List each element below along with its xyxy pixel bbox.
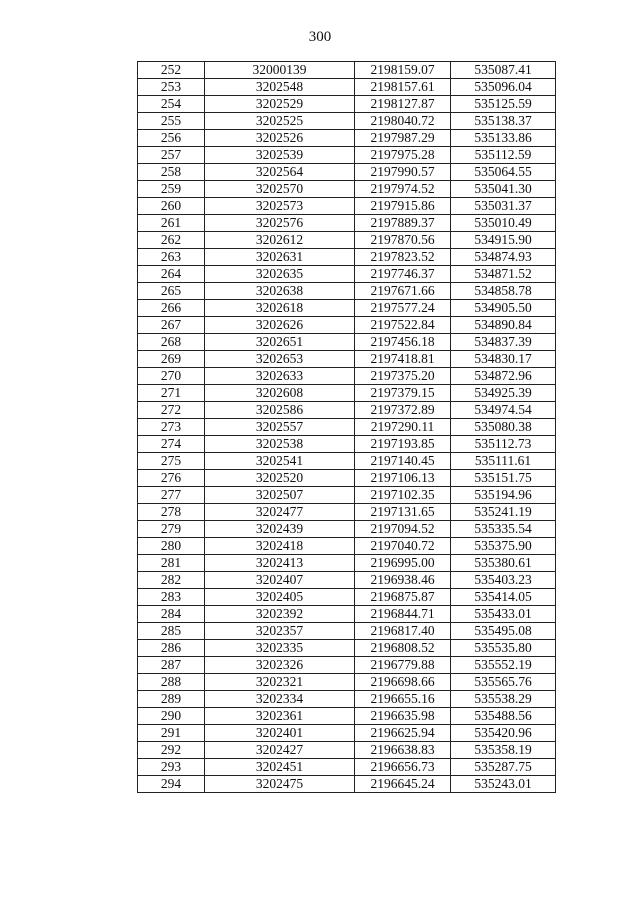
x-coordinate-cell: 2197372.89 (355, 402, 451, 419)
point-id-cell: 3202451 (205, 759, 355, 776)
point-id-cell: 3202612 (205, 232, 355, 249)
point-number-cell: 285 (138, 623, 205, 640)
point-number-cell: 271 (138, 385, 205, 402)
y-coordinate-cell: 535041.30 (451, 181, 556, 198)
x-coordinate-cell: 2197131.65 (355, 504, 451, 521)
point-id-cell: 3202407 (205, 572, 355, 589)
point-id-cell: 3202361 (205, 708, 355, 725)
x-coordinate-cell: 2197456.18 (355, 334, 451, 351)
table-row (138, 691, 556, 708)
point-id-cell: 3202626 (205, 317, 355, 334)
point-number-cell: 266 (138, 300, 205, 317)
point-number-cell: 272 (138, 402, 205, 419)
x-coordinate-cell: 2197870.56 (355, 232, 451, 249)
table-row (138, 351, 556, 368)
y-coordinate-cell: 535087.41 (451, 62, 556, 79)
x-coordinate-cell: 2197193.85 (355, 436, 451, 453)
table-row (138, 215, 556, 232)
point-id-cell: 3202586 (205, 402, 355, 419)
x-coordinate-cell: 2196779.88 (355, 657, 451, 674)
x-coordinate-cell: 2196625.94 (355, 725, 451, 742)
point-number-cell: 270 (138, 368, 205, 385)
table-row (138, 147, 556, 164)
point-id-cell: 3202541 (205, 453, 355, 470)
y-coordinate-cell: 535111.61 (451, 453, 556, 470)
x-coordinate-cell: 2197746.37 (355, 266, 451, 283)
y-coordinate-cell: 535080.38 (451, 419, 556, 436)
x-coordinate-cell: 2196808.52 (355, 640, 451, 657)
table-row (138, 708, 556, 725)
point-id-cell: 3202392 (205, 606, 355, 623)
point-number-cell: 280 (138, 538, 205, 555)
point-number-cell: 257 (138, 147, 205, 164)
table-row (138, 368, 556, 385)
point-id-cell: 3202326 (205, 657, 355, 674)
x-coordinate-cell: 2197379.15 (355, 385, 451, 402)
y-coordinate-cell: 535287.75 (451, 759, 556, 776)
table-row (138, 300, 556, 317)
y-coordinate-cell: 535495.08 (451, 623, 556, 640)
point-id-cell: 3202538 (205, 436, 355, 453)
x-coordinate-cell: 2196635.98 (355, 708, 451, 725)
table-row (138, 113, 556, 130)
point-id-cell: 3202557 (205, 419, 355, 436)
x-coordinate-cell: 2196938.46 (355, 572, 451, 589)
point-number-cell: 276 (138, 470, 205, 487)
point-number-cell: 294 (138, 776, 205, 793)
point-number-cell: 264 (138, 266, 205, 283)
point-id-cell: 3202651 (205, 334, 355, 351)
table-row (138, 487, 556, 504)
table-row (138, 606, 556, 623)
y-coordinate-cell: 534830.17 (451, 351, 556, 368)
table-row (138, 164, 556, 181)
point-id-cell: 3202477 (205, 504, 355, 521)
x-coordinate-cell: 2197040.72 (355, 538, 451, 555)
y-coordinate-cell: 535133.86 (451, 130, 556, 147)
y-coordinate-cell: 534872.96 (451, 368, 556, 385)
x-coordinate-cell: 2197290.11 (355, 419, 451, 436)
table-row (138, 640, 556, 657)
point-id-cell: 3202507 (205, 487, 355, 504)
y-coordinate-cell: 535538.29 (451, 691, 556, 708)
point-number-cell: 269 (138, 351, 205, 368)
point-id-cell: 3202576 (205, 215, 355, 232)
point-id-cell: 32000139 (205, 62, 355, 79)
point-number-cell: 292 (138, 742, 205, 759)
table-row (138, 725, 556, 742)
table-row (138, 504, 556, 521)
table-row (138, 623, 556, 640)
point-number-cell: 291 (138, 725, 205, 742)
point-id-cell: 3202570 (205, 181, 355, 198)
y-coordinate-cell: 535403.23 (451, 572, 556, 589)
point-id-cell: 3202653 (205, 351, 355, 368)
x-coordinate-cell: 2197974.52 (355, 181, 451, 198)
page-number: 300 (308, 29, 332, 45)
x-coordinate-cell: 2197987.29 (355, 130, 451, 147)
point-number-cell: 277 (138, 487, 205, 504)
point-id-cell: 3202633 (205, 368, 355, 385)
point-number-cell: 289 (138, 691, 205, 708)
coordinates-table (137, 61, 556, 793)
point-number-cell: 281 (138, 555, 205, 572)
point-id-cell: 3202335 (205, 640, 355, 657)
point-number-cell: 254 (138, 96, 205, 113)
point-number-cell: 267 (138, 317, 205, 334)
point-number-cell: 265 (138, 283, 205, 300)
point-number-cell: 260 (138, 198, 205, 215)
y-coordinate-cell: 535335.54 (451, 521, 556, 538)
x-coordinate-cell: 2197106.13 (355, 470, 451, 487)
y-coordinate-cell: 535064.55 (451, 164, 556, 181)
table-row (138, 232, 556, 249)
point-number-cell: 288 (138, 674, 205, 691)
x-coordinate-cell: 2198157.61 (355, 79, 451, 96)
point-number-cell: 284 (138, 606, 205, 623)
point-id-cell: 3202525 (205, 113, 355, 130)
point-number-cell: 279 (138, 521, 205, 538)
y-coordinate-cell: 535414.05 (451, 589, 556, 606)
y-coordinate-cell: 534858.78 (451, 283, 556, 300)
x-coordinate-cell: 2196655.16 (355, 691, 451, 708)
table-row (138, 317, 556, 334)
y-coordinate-cell: 535380.61 (451, 555, 556, 572)
point-id-cell: 3202357 (205, 623, 355, 640)
x-coordinate-cell: 2197102.35 (355, 487, 451, 504)
point-id-cell: 3202413 (205, 555, 355, 572)
point-number-cell: 268 (138, 334, 205, 351)
x-coordinate-cell: 2196698.66 (355, 674, 451, 691)
x-coordinate-cell: 2198127.87 (355, 96, 451, 113)
table-row (138, 470, 556, 487)
point-number-cell: 283 (138, 589, 205, 606)
point-id-cell: 3202475 (205, 776, 355, 793)
y-coordinate-cell: 535096.04 (451, 79, 556, 96)
y-coordinate-cell: 535552.19 (451, 657, 556, 674)
y-coordinate-cell: 534874.93 (451, 249, 556, 266)
x-coordinate-cell: 2197577.24 (355, 300, 451, 317)
point-id-cell: 3202631 (205, 249, 355, 266)
x-coordinate-cell: 2196995.00 (355, 555, 451, 572)
table-row (138, 266, 556, 283)
point-number-cell: 290 (138, 708, 205, 725)
point-number-cell: 255 (138, 113, 205, 130)
point-number-cell: 273 (138, 419, 205, 436)
point-id-cell: 3202635 (205, 266, 355, 283)
x-coordinate-cell: 2197990.57 (355, 164, 451, 181)
x-coordinate-cell: 2197823.52 (355, 249, 451, 266)
point-id-cell: 3202401 (205, 725, 355, 742)
table-row (138, 589, 556, 606)
table-row (138, 62, 556, 79)
table-row (138, 385, 556, 402)
point-id-cell: 3202439 (205, 521, 355, 538)
table-row (138, 521, 556, 538)
point-number-cell: 263 (138, 249, 205, 266)
y-coordinate-cell: 534974.54 (451, 402, 556, 419)
point-number-cell: 287 (138, 657, 205, 674)
point-number-cell: 259 (138, 181, 205, 198)
point-id-cell: 3202539 (205, 147, 355, 164)
y-coordinate-cell: 535241.19 (451, 504, 556, 521)
point-number-cell: 261 (138, 215, 205, 232)
y-coordinate-cell: 535375.90 (451, 538, 556, 555)
x-coordinate-cell: 2196656.73 (355, 759, 451, 776)
y-coordinate-cell: 535420.96 (451, 725, 556, 742)
point-number-cell: 275 (138, 453, 205, 470)
table-row (138, 538, 556, 555)
y-coordinate-cell: 535125.59 (451, 96, 556, 113)
y-coordinate-cell: 534890.84 (451, 317, 556, 334)
y-coordinate-cell: 535488.56 (451, 708, 556, 725)
y-coordinate-cell: 535010.49 (451, 215, 556, 232)
point-number-cell: 262 (138, 232, 205, 249)
point-id-cell: 3202427 (205, 742, 355, 759)
table-row (138, 453, 556, 470)
point-id-cell: 3202638 (205, 283, 355, 300)
table-row (138, 742, 556, 759)
y-coordinate-cell: 534915.90 (451, 232, 556, 249)
point-id-cell: 3202529 (205, 96, 355, 113)
coordinates-table-body (138, 62, 556, 793)
point-id-cell: 3202405 (205, 589, 355, 606)
y-coordinate-cell: 535565.76 (451, 674, 556, 691)
point-number-cell: 278 (138, 504, 205, 521)
x-coordinate-cell: 2197671.66 (355, 283, 451, 300)
x-coordinate-cell: 2197889.37 (355, 215, 451, 232)
table-row (138, 96, 556, 113)
point-number-cell: 293 (138, 759, 205, 776)
x-coordinate-cell: 2197418.81 (355, 351, 451, 368)
x-coordinate-cell: 2196638.83 (355, 742, 451, 759)
table-row (138, 181, 556, 198)
table-row (138, 436, 556, 453)
x-coordinate-cell: 2196844.71 (355, 606, 451, 623)
point-id-cell: 3202564 (205, 164, 355, 181)
point-id-cell: 3202548 (205, 79, 355, 96)
table-row (138, 198, 556, 215)
table-row (138, 657, 556, 674)
y-coordinate-cell: 535535.80 (451, 640, 556, 657)
x-coordinate-cell: 2197915.86 (355, 198, 451, 215)
point-id-cell: 3202520 (205, 470, 355, 487)
table-row (138, 249, 556, 266)
x-coordinate-cell: 2196817.40 (355, 623, 451, 640)
y-coordinate-cell: 535031.37 (451, 198, 556, 215)
y-coordinate-cell: 535138.37 (451, 113, 556, 130)
y-coordinate-cell: 534905.50 (451, 300, 556, 317)
point-id-cell: 3202321 (205, 674, 355, 691)
point-id-cell: 3202608 (205, 385, 355, 402)
table-row (138, 419, 556, 436)
point-id-cell: 3202334 (205, 691, 355, 708)
y-coordinate-cell: 534871.52 (451, 266, 556, 283)
y-coordinate-cell: 535194.96 (451, 487, 556, 504)
x-coordinate-cell: 2197522.84 (355, 317, 451, 334)
table-row (138, 283, 556, 300)
table-row (138, 130, 556, 147)
table-row (138, 759, 556, 776)
point-number-cell: 253 (138, 79, 205, 96)
table-row (138, 555, 556, 572)
x-coordinate-cell: 2198040.72 (355, 113, 451, 130)
table-row (138, 402, 556, 419)
point-number-cell: 282 (138, 572, 205, 589)
table-row (138, 776, 556, 793)
x-coordinate-cell: 2197140.45 (355, 453, 451, 470)
x-coordinate-cell: 2196645.24 (355, 776, 451, 793)
point-number-cell: 252 (138, 62, 205, 79)
y-coordinate-cell: 535112.73 (451, 436, 556, 453)
table-row (138, 79, 556, 96)
point-id-cell: 3202618 (205, 300, 355, 317)
point-number-cell: 256 (138, 130, 205, 147)
y-coordinate-cell: 534925.39 (451, 385, 556, 402)
point-id-cell: 3202418 (205, 538, 355, 555)
y-coordinate-cell: 534837.39 (451, 334, 556, 351)
point-id-cell: 3202573 (205, 198, 355, 215)
x-coordinate-cell: 2197975.28 (355, 147, 451, 164)
x-coordinate-cell: 2197375.20 (355, 368, 451, 385)
y-coordinate-cell: 535433.01 (451, 606, 556, 623)
x-coordinate-cell: 2197094.52 (355, 521, 451, 538)
point-id-cell: 3202526 (205, 130, 355, 147)
y-coordinate-cell: 535358.19 (451, 742, 556, 759)
y-coordinate-cell: 535151.75 (451, 470, 556, 487)
point-number-cell: 258 (138, 164, 205, 181)
point-number-cell: 286 (138, 640, 205, 657)
y-coordinate-cell: 535112.59 (451, 147, 556, 164)
table-row (138, 674, 556, 691)
table-row (138, 334, 556, 351)
x-coordinate-cell: 2196875.87 (355, 589, 451, 606)
y-coordinate-cell: 535243.01 (451, 776, 556, 793)
point-number-cell: 274 (138, 436, 205, 453)
x-coordinate-cell: 2198159.07 (355, 62, 451, 79)
table-row (138, 572, 556, 589)
